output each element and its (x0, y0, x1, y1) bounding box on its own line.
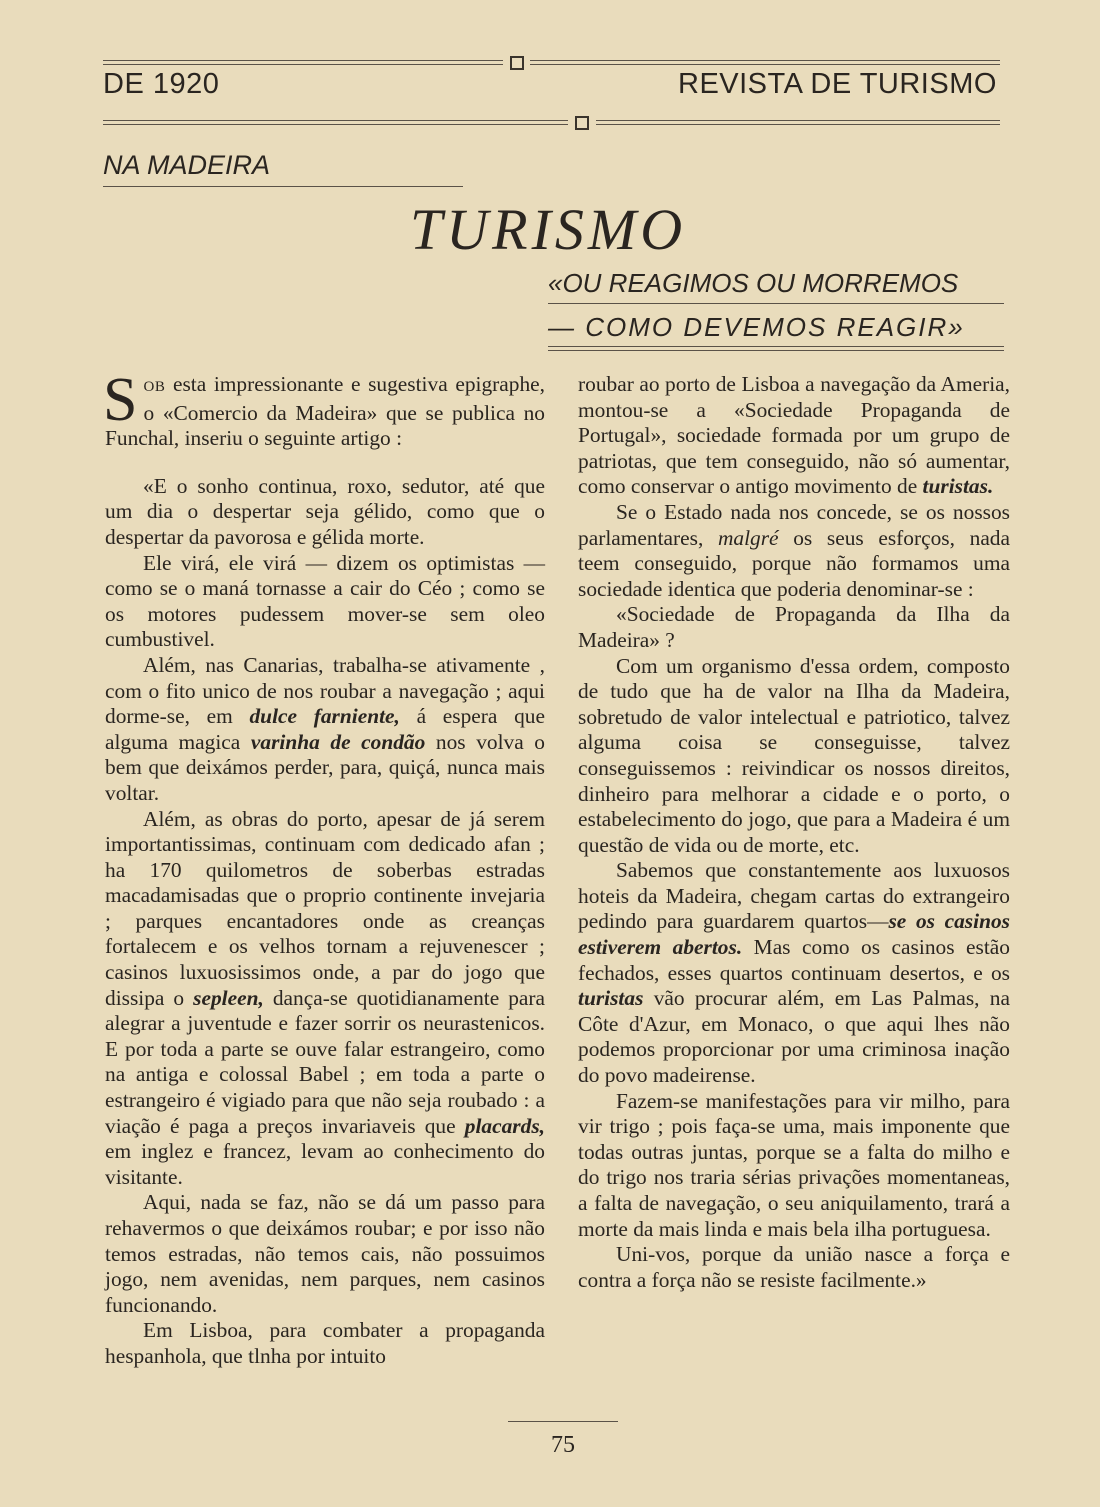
paragraph (105, 653, 545, 807)
section-underline (103, 186, 463, 187)
paragraph: Uni-vos, porque da união nasce a força e contra a força não se resiste facilmente.» (578, 1242, 1010, 1292)
page-number: 75 (551, 1432, 575, 1458)
paragraph-text: dança-se quotidianamente para alegrar a juventude e fazer sorrir os neurastenicos. E por toda a parte se ouve falar estrangeiro, como na antiga e colossal Babel ; em toda a parte o estrangeiro é vigiado para que não seja roubado : a viação é paga a preços invariaveis que (105, 985, 546, 1138)
emphasis: sepleen, (193, 985, 264, 1010)
footer-rule (508, 1421, 618, 1422)
right-column (578, 372, 1010, 1293)
emphasis: placards, (464, 1113, 545, 1138)
paragraph-text: á espera que alguma magica (105, 704, 545, 754)
section-label: NA MADEIRA (103, 150, 271, 180)
article-subtitle-2: — COMO DEVEMOS REAGIR» (548, 312, 965, 342)
paragraph-text: Além, as obras do porto, apesar de já serem importantissimas, continuam com dedicado afan ; ha 170 quilometros de soberbas estradas macadamisadas que o proprio continente invejaria ; parques encantadores onde as creanças fortalecem e os velhos tornam a rejuvenescer ; casinos luxuosissimos onde, a par do jogo que dissipa o (105, 806, 545, 1010)
header-rule-top-left (103, 60, 503, 65)
header-right: REVISTA DE TURISMO (678, 68, 997, 100)
header-ornament-top (510, 56, 524, 70)
header-rule-bottom-left (103, 120, 568, 125)
paragraph-text: Mas como os casinos estão fechados, esses quartos continuam desertos, e os (578, 935, 1010, 985)
paragraph-text: os seus esforços, nada teem conseguido, porque não formamos uma sociedade identica que poderia denominar-se : (578, 525, 1010, 601)
paragraph: «E o sonho continua, roxo, sedutor, até que um dia o despertar seja gélido, como que o despertar da pavorosa e gélida morte. (105, 473, 545, 549)
left-column (103, 366, 546, 1370)
paragraph-text: em inglez e francez, levam ao conhecimento do visitante. (105, 1139, 545, 1189)
article-title: TURISMO (410, 197, 687, 262)
header-ornament-bottom (575, 116, 589, 130)
emphasis: se os casinos estiverem abertos. (578, 909, 1010, 960)
article-subtitle-1: «OU REAGIMOS OU MORREMOS (548, 268, 959, 298)
paragraph: «Sociedade de Propaganda da Ilha da Madeira» ? (578, 602, 1010, 652)
paragraph (578, 372, 1010, 500)
emphasis: malgré (717, 525, 779, 550)
paragraph-text: vão procurar além, em Las Palmas, na Côte d'Azur, em Monaco, o que aqui lhes não podemos proporcionar por uma criminosa inação do povo madeirense. (578, 986, 1010, 1088)
paragraph (105, 807, 545, 1191)
drop-cap: S (103, 366, 138, 434)
paragraph: Aqui, nada se faz, não se dá um passo para rehavermos o que deixámos roubar; e por isso não temos estradas, não temos cais, não possuimos jogo, nem avenidas, nem parques, nem casinos funcionando. (105, 1190, 545, 1317)
emphasis: turistas (578, 986, 644, 1011)
paragraph-text: Sabemos que constantemente aos luxuosos hoteis da Madeira, chegam cartas do extrangeiro pedindo para guardarem quartos— (578, 858, 1010, 934)
subtitle-rule-1 (548, 303, 1004, 304)
paragraph: Em Lisboa, para combater a propaganda hespanhola, que tlnha por intuito (105, 1318, 545, 1368)
paragraph-text: roubar ao porto de Lisboa a navegação da Ameria, montou-se a «Sociedade Propaganda de Portugal», sociedade formada por um grupo de patriotas, que tem conseguido, não só aumentar, como conservar o antigo movimento de (578, 372, 1010, 499)
paragraph (578, 500, 1010, 602)
emphasis: turistas. (922, 474, 994, 499)
paragraph (578, 858, 1010, 1088)
paragraph: Fazem-se manifestações para vir milho, para vir trigo ; pois faça-se uma, mais imponente que todas outras juntas, porque se a falta do milho e do trigo nos traria sérias privações momentaneas, a falta de navegação, o seu aniquilamento, trará a morte da mais linda e mais bela ilha portuguesa. (578, 1088, 1010, 1241)
paragraph-text: Se o Estado nada nos concede, se os nossos parlamentares, (578, 499, 1010, 550)
paragraph-text: esta impressionante e sugestiva epigraphe, o «Comercio da Madeira» que se publica no Funchal, inseriu o seguinte artigo : (105, 372, 545, 451)
paragraph: Com um organismo d'essa ordem, composto de tudo que ha de valor na Ilha da Madeira, sobretudo de valor intelectual e patriotico, talvez alguma coisa se conseguisse, talvez conseguissemos : reivindicar os nossos direitos, dinheiro para melhorar a cidade e o porto, o estabelecimento do jogo, que para a Madeira é um questão de vida ou de morte, etc. (578, 653, 1010, 857)
small-caps: OB (143, 379, 166, 395)
emphasis: dulce farniente, (249, 704, 400, 729)
header-rule-bottom-right (596, 120, 1000, 125)
paragraph (103, 366, 545, 452)
paragraph-text: nos volva o bem que deixámos perder, para, quiçá, nunca mais voltar. (105, 729, 545, 805)
subtitle-rule-2 (548, 346, 1004, 351)
paragraph-text: Além, nas Canarias, trabalha-se ativamente , com o fito unico de nos roubar a navegação ; aqui dorme-se, em (105, 652, 545, 729)
paragraph: Ele virá, ele virá — dizem os optimistas — como se o maná tornasse a cair do Céo ; como se os motores pudessem mover-se sem oleo cumbustivel. (105, 550, 545, 652)
emphasis: varinha de condão (250, 729, 426, 754)
header-left: DE 1920 (103, 68, 220, 100)
header-rule-top-right (530, 60, 1000, 65)
